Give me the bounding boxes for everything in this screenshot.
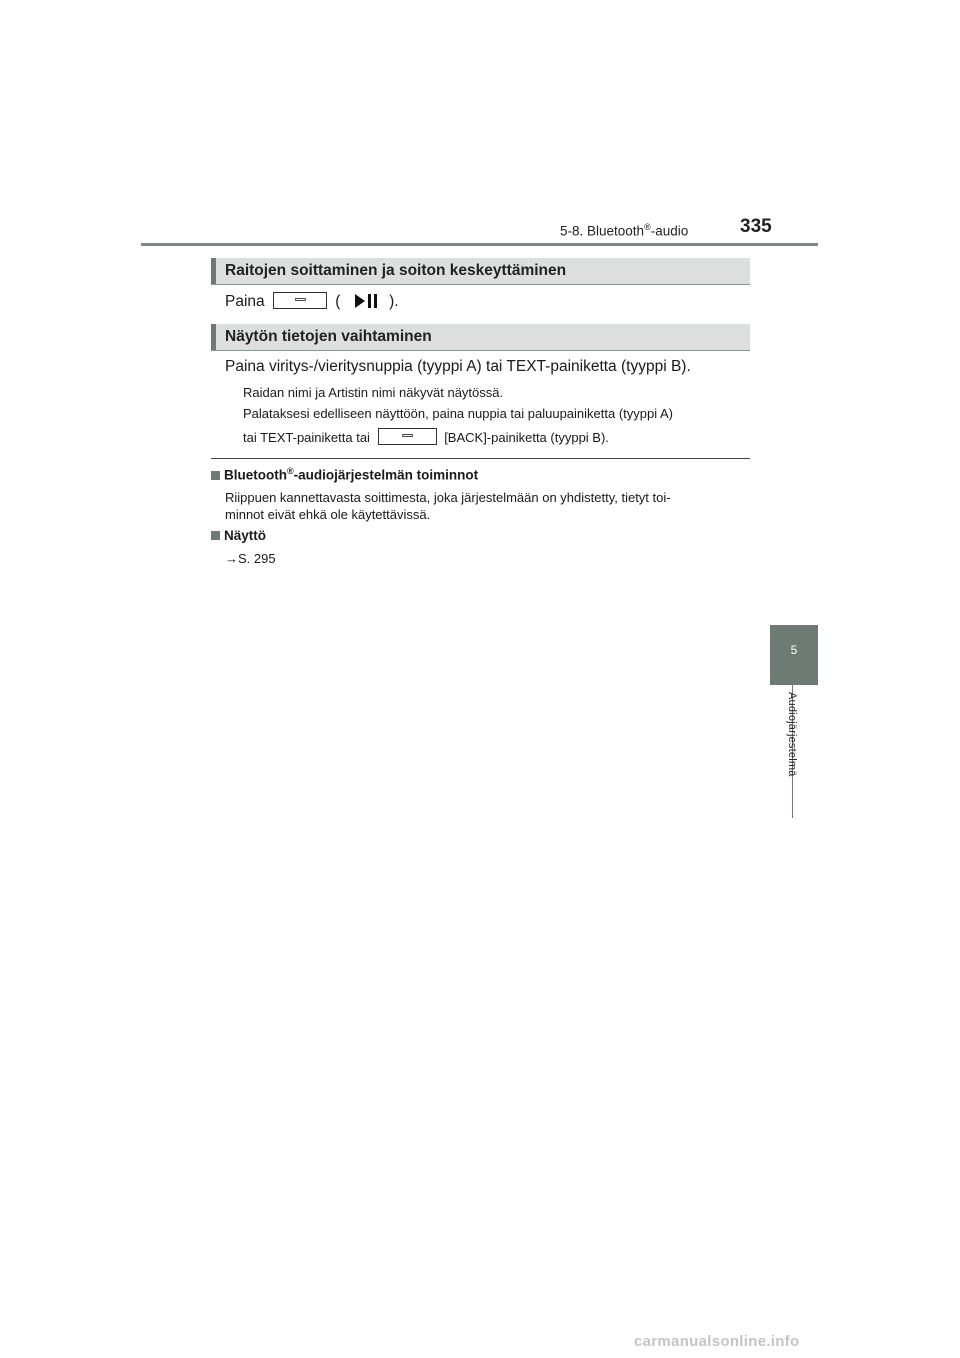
info-paragraph: minnot eivät ehkä ole käytettävissä. [225,507,431,522]
button-icon [378,428,437,445]
chapter-title: 5-8. Bluetooth®-audio [560,222,689,239]
play-pause-icon [355,293,381,309]
button-icon [273,292,327,309]
section-divider [211,458,750,459]
step-change-display: Paina viritys-/vieritysnuppia (tyyppi A) tai TEXT-painiketta (tyyppi B). [225,358,691,375]
section-heading-text: Raitojen soittaminen ja soiton keskeyttäminen [225,262,567,279]
info-heading-display: Näyttö [211,528,266,543]
chapter-tab: 5 [770,625,818,685]
section-heading-display-info [211,324,750,351]
info-paragraph: Riippuen kannettavasta soittimesta, joka järjestelmään on yhdistetty, tietyt toi- [225,490,671,505]
section-heading-text: Näytön tietojen vaihtaminen [225,328,432,345]
step-play-pause: Paina ( ). [225,293,399,310]
note-line: tai TEXT-painiketta tai [BACK]-painiketta (tyyppi B). [243,430,609,445]
page-reference-link[interactable]: →S. 295 [225,551,276,566]
square-bullet-icon [211,531,220,540]
square-bullet-icon [211,471,220,480]
watermark: carmanualsonline.info [634,1333,800,1350]
section-heading-play-pause [211,258,750,285]
header-rule [141,243,818,246]
info-heading-bt-functions: Bluetooth®-audiojärjestelmän toiminnot [211,466,478,483]
note-line: Palataksesi edelliseen näyttöön, paina nuppia tai paluupainiketta (tyyppi A) [243,406,674,421]
note-line: Raidan nimi ja Artistin nimi näkyvät näytössä. [243,385,504,400]
chapter-tab-label: Audiojärjestelmä [786,692,798,777]
page-number: 335 [740,216,772,237]
